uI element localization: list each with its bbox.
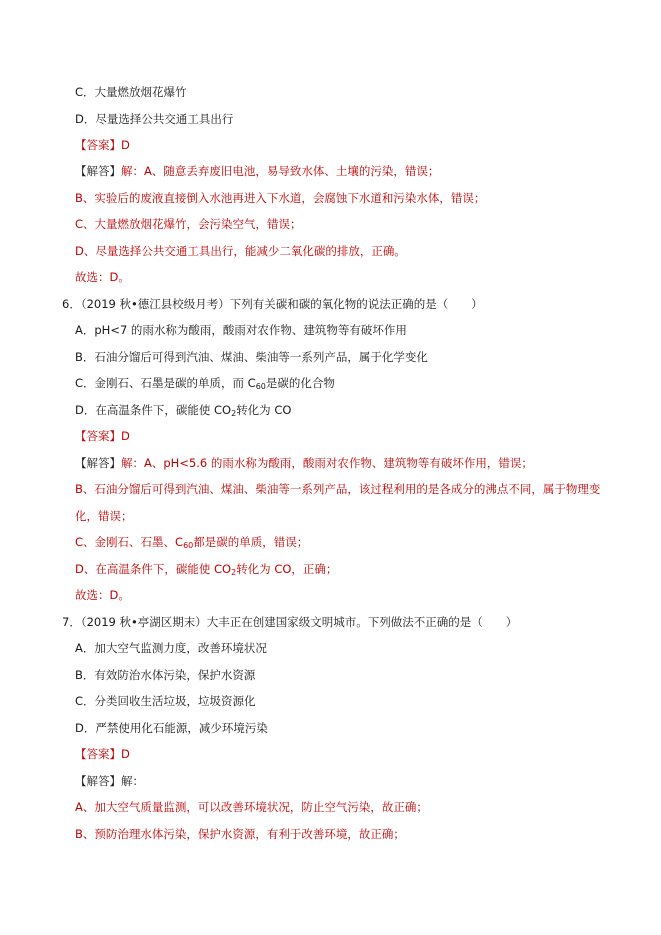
q7-option-b: B．有效防治水体污染，保护水资源 bbox=[75, 668, 256, 682]
q6-analysis-b-line1: B、石油分馏后可得到汽油、煤油、柴油等一系列产品，该过程利用的是各成分的沸点不同，属于物理变 bbox=[75, 482, 601, 496]
q6-analysis-d-text-end: 转化为 CO，正确； bbox=[236, 562, 338, 576]
q7-answer: 【答案】D bbox=[75, 747, 130, 761]
q6-option-c-subscript: 60 bbox=[255, 382, 266, 391]
q6-analysis-d-subscript: 2 bbox=[231, 568, 237, 577]
q6-analysis-c-text-end: 都是碳的单质，错误； bbox=[193, 535, 309, 549]
q5-conclusion: 故选：D。 bbox=[75, 270, 130, 284]
q7-analysis-a: A、加大空气质量监测，可以改善环境状况，防止空气污染，故正确； bbox=[75, 800, 428, 814]
q5-analysis-d: D、尽量选择公共交通工具出行，能减少二氧化碳的排放，正确。 bbox=[75, 244, 406, 258]
q6-option-d-subscript: 2 bbox=[231, 409, 237, 418]
q5-option-c: C．大量燃放烟花爆竹 bbox=[75, 85, 187, 99]
q6-analysis-d bbox=[75, 561, 337, 577]
q6-analysis-c-text: C、金刚石、石墨、C bbox=[75, 535, 184, 549]
q7-analysis-line bbox=[75, 773, 144, 789]
q6-answer: 【答案】D bbox=[75, 429, 130, 443]
q5-answer: 【答案】D bbox=[75, 138, 130, 152]
q7-analysis-b: B、预防治理水体污染，保护水资源，有利于改善环境，故正确； bbox=[75, 827, 405, 841]
q7-option-c: C．分类回收生活垃圾，垃圾资源化 bbox=[75, 694, 256, 708]
q5-analysis-label: 【解答】 bbox=[75, 164, 121, 178]
q5-analysis-intro: 解：A、随意丢弃废旧电池，易导致水体、土壤的污染，错误； bbox=[121, 164, 440, 178]
q6-analysis-c-subscript: 60 bbox=[183, 541, 194, 550]
q6-option-b: B．石油分馏后可得到汽油、煤油、柴油等一系列产品，属于化学变化 bbox=[75, 350, 428, 364]
q5-analysis-b: B、实验后的废液直接倒入水池再进入下水道，会腐蚀下水道和污染水体，错误； bbox=[75, 191, 486, 205]
q6-option-c-text-end: 是碳的化合物 bbox=[265, 376, 335, 390]
q6-analysis-label: 【解答】 bbox=[75, 456, 121, 470]
q6-stem: 6．（2019 秋•德江县校级月考）下列有关碳和碳的氧化物的说法正确的是（ ） bbox=[62, 297, 483, 311]
q6-option-d-text-end: 转化为 CO bbox=[236, 403, 292, 417]
q6-option-c-text: C．金刚石、石墨是碳的单质，而 C bbox=[75, 376, 256, 390]
q6-analysis-b-line2: 化，错误； bbox=[75, 509, 133, 523]
q7-option-d: D．严禁使用化石能源，减少环境污染 bbox=[75, 721, 268, 735]
q6-analysis-intro: 解：A、pH<5.6 的雨水称为酸雨，酸雨对农作物、建筑物等有破坏作用，错误； bbox=[121, 456, 533, 470]
q6-option-d-text: D．在高温条件下，碳能使 CO bbox=[75, 403, 232, 417]
q6-analysis-c bbox=[75, 534, 308, 550]
q6-option-a: A．pH<7 的雨水称为酸雨，酸雨对农作物、建筑物等有破坏作用 bbox=[75, 323, 407, 337]
q5-option-d: D．尽量选择公共交通工具出行 bbox=[75, 112, 234, 126]
q7-option-a: A．加大空气监测力度，改善环境状况 bbox=[75, 641, 267, 655]
q6-analysis-line bbox=[75, 455, 533, 471]
q7-stem: 7．（2019 秋•亭湖区期末）大丰正在创建国家级文明城市。下列做法不正确的是（ ） bbox=[62, 615, 518, 629]
q6-conclusion: 故选：D。 bbox=[75, 588, 130, 602]
q7-analysis-label: 【解答】 bbox=[75, 774, 121, 788]
q6-option-c bbox=[75, 375, 335, 391]
q7-analysis-intro: 解： bbox=[121, 774, 144, 788]
q5-analysis-c: C、大量燃放烟花爆竹，会污染空气，错误； bbox=[75, 217, 302, 231]
q5-analysis-line bbox=[75, 163, 439, 179]
q6-option-d bbox=[75, 402, 291, 418]
q6-analysis-d-text: D、在高温条件下，碳能使 CO bbox=[75, 562, 232, 576]
